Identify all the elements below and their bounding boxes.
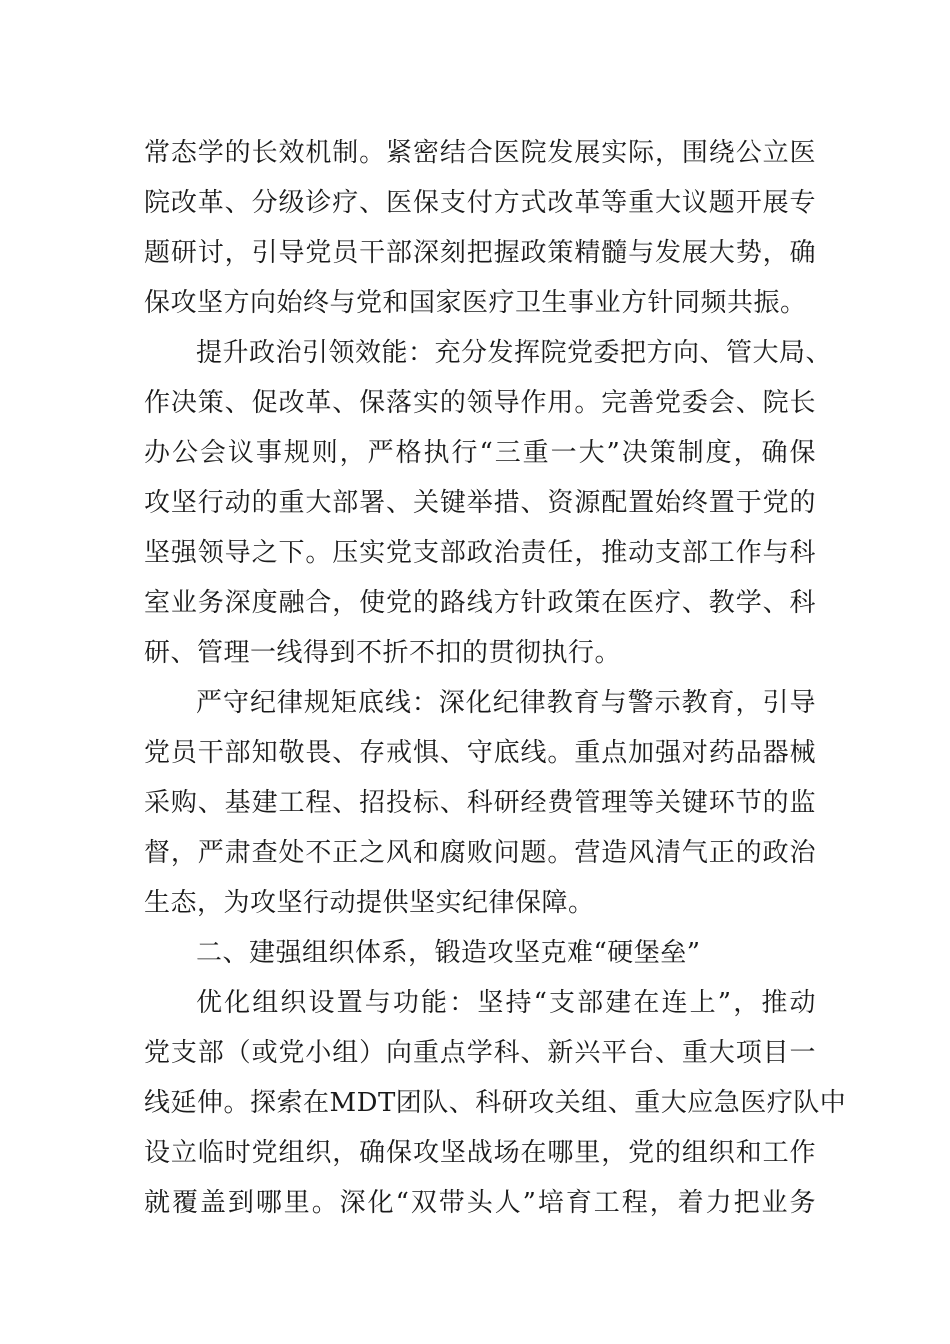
text-line: 二、建强组织体系，锻造攻坚克难“硬堡垒” xyxy=(196,938,701,968)
text-line: 设立临时党组织，确保攻坚战场在哪里，党的组织和工作 xyxy=(144,1138,816,1168)
text-line: 党支部（或党小组）向重点学科、新兴平台、重大项目一 xyxy=(144,1038,816,1068)
text-line: 常态学的长效机制。紧密结合医院发展实际，围绕公立医 xyxy=(144,138,816,168)
text-line: 线延伸。探索在MDT团队、科研攻关组、重大应急医疗队中 xyxy=(144,1088,847,1118)
text-line: 坚强领导之下。压实党支部政治责任，推动支部工作与科 xyxy=(144,538,816,568)
text-line: 室业务深度融合，使党的路线方针政策在医疗、教学、科 xyxy=(144,588,816,618)
text-line: 就覆盖到哪里。深化“双带头人”培育工程，着力把业务 xyxy=(144,1188,816,1218)
text-line: 办公会议事规则，严格执行“三重一大”决策制度，确保 xyxy=(144,438,816,468)
text-line: 作决策、促改革、保落实的领导作用。完善党委会、院长 xyxy=(144,388,816,418)
text-line: 保攻坚方向始终与党和国家医疗卫生事业方针同频共振。 xyxy=(144,288,807,318)
text-line: 题研讨，引导党员干部深刻把握政策精髓与发展大势，确 xyxy=(144,238,816,268)
text-line: 采购、基建工程、招投标、科研经费管理等关键环节的监 xyxy=(144,788,816,818)
text-line: 严守纪律规矩底线：深化纪律教育与警示教育，引导 xyxy=(196,688,816,718)
document-body xyxy=(144,128,847,1228)
text-line: 攻坚行动的重大部署、关键举措、资源配置始终置于党的 xyxy=(144,488,816,518)
text-line: 提升政治引领效能：充分发挥院党委把方向、管大局、 xyxy=(196,338,833,368)
text-line: 优化组织设置与功能：坚持“支部建在连上”，推动 xyxy=(196,988,816,1018)
text-line: 党员干部知敬畏、存戒惧、守底线。重点加强对药品器械 xyxy=(144,738,816,768)
text-line: 生态，为攻坚行动提供坚实纪律保障。 xyxy=(144,888,595,918)
text-line: 院改革、分级诊疗、医保支付方式改革等重大议题开展专 xyxy=(144,188,816,218)
text-line: 研、管理一线得到不折不扣的贯彻执行。 xyxy=(144,638,622,668)
text-line: 督，严肃查处不正之风和腐败问题。营造风清气正的政治 xyxy=(144,838,816,868)
